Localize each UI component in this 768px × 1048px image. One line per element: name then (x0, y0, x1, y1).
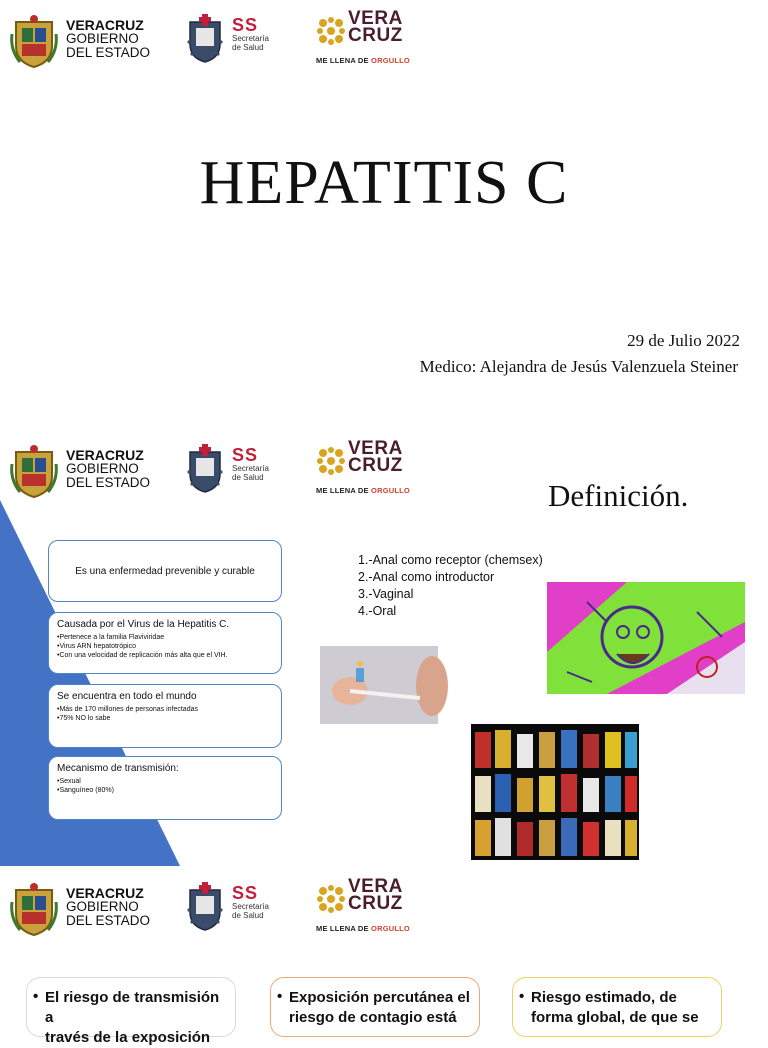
route-item: 1.-Anal como receptor (chemsex) (358, 553, 543, 567)
gob-line-2: GOBIERNO (66, 31, 139, 46)
gob-line-1: VERACRUZ (66, 447, 144, 463)
salud-abbr: SS (232, 15, 259, 35)
vera-cruz-flower-icon (316, 446, 346, 476)
salud-abbr: SS (232, 445, 259, 465)
bubble-line: riesgo de contagio está (289, 1009, 457, 1026)
definition-box-1 (48, 540, 282, 602)
salud-sub-1: Secretaría (232, 464, 269, 473)
vera-tag-prefix: ME LLENA DE (316, 486, 372, 495)
presentation-date: 29 de Julio 2022 (627, 331, 740, 350)
bubble-line: • Riesgo estimado, de (531, 989, 677, 1006)
vera-line-1: VERA (348, 8, 403, 29)
salud-sub-2: de Salud (232, 43, 264, 52)
list-item: • 75% NO lo sabe (57, 714, 273, 723)
vera-tag-highlight: ORGULLO (371, 56, 410, 65)
bubble-line: forma global, de que se (531, 1009, 699, 1026)
veracruz-gobierno-logo (10, 878, 170, 938)
secretaria-salud-logo (186, 440, 286, 500)
salud-shield-icon (186, 442, 224, 494)
secretaria-salud-logo (186, 878, 286, 938)
box3-list (57, 705, 273, 723)
slide-definition (0, 430, 768, 866)
list-item: • Sexual (57, 777, 273, 786)
vera-cruz-logo (316, 440, 426, 500)
vera-tag-highlight: ORGULLO (371, 486, 410, 495)
box2-list (57, 633, 273, 660)
route-item: 2.-Anal como introductor (358, 570, 495, 584)
vera-cruz-flower-icon (316, 884, 346, 914)
vera-tagline (316, 486, 410, 495)
bubble-line: través de la exposición (45, 1029, 211, 1046)
vera-line-2: CRUZ (348, 25, 403, 46)
box3-heading: Se encuentra en todo el mundo (57, 691, 197, 702)
salud-shield-icon (186, 880, 224, 932)
drug-inhalation-photo (320, 646, 438, 724)
definition-box-2 (48, 612, 282, 674)
logo-bar (10, 10, 430, 70)
secretaria-salud-logo (186, 10, 286, 70)
box4-list (57, 777, 273, 795)
gob-line-3: DEL ESTADO (66, 913, 151, 928)
gob-line-1: VERACRUZ (66, 17, 144, 33)
gob-line-2: GOBIERNO (66, 461, 139, 476)
veracruz-shield-icon (10, 882, 58, 936)
route-item: 3.-Vaginal (358, 587, 414, 601)
gob-line-2: GOBIERNO (66, 899, 139, 914)
salud-sub-2: de Salud (232, 911, 264, 920)
bubble-line: • Exposición percutánea el (289, 989, 470, 1006)
vera-line-2: CRUZ (348, 893, 403, 914)
list-item: • Más de 170 millones de personas infectadas (57, 705, 273, 714)
gob-line-3: DEL ESTADO (66, 475, 151, 490)
box4-heading: Mecanismo de transmisión: (57, 763, 179, 774)
vera-cruz-logo (316, 10, 426, 70)
logo-bar (10, 440, 430, 500)
salud-sub-1: Secretaría (232, 34, 269, 43)
definition-title: Definición. (548, 478, 689, 513)
vera-tagline (316, 924, 410, 933)
vera-tag-highlight: ORGULLO (371, 924, 410, 933)
definition-box-4 (48, 756, 282, 820)
poppers-bottles-photo (471, 724, 639, 860)
box1-text: Es una enfermedad prevenible y curable (75, 565, 255, 577)
slide-transmission-risk (0, 870, 768, 1046)
vera-tagline (316, 56, 410, 65)
veracruz-gobierno-logo (10, 440, 170, 500)
logo-bar (10, 878, 430, 938)
bubble-line: • El riesgo de transmisión a (45, 989, 220, 1026)
gob-line-1: VERACRUZ (66, 885, 144, 901)
route-item: 4.-Oral (358, 604, 397, 618)
vera-line-1: VERA (348, 438, 403, 459)
veracruz-shield-icon (10, 14, 58, 68)
salud-sub-1: Secretaría (232, 902, 269, 911)
presenter-name: Medico: Alejandra de Jesús Valenzuela Steiner (419, 357, 738, 376)
vera-tag-prefix: ME LLENA DE (316, 56, 372, 65)
risk-bubble-1 (26, 977, 236, 1046)
veracruz-shield-icon (10, 444, 58, 498)
vera-cruz-flower-icon (316, 16, 346, 46)
definition-box-3 (48, 684, 282, 748)
vera-cruz-logo (316, 878, 426, 938)
salud-abbr: SS (232, 883, 259, 903)
chemsex-illustration-image (547, 582, 745, 694)
list-item: • Con una velocidad de replicación más alta que el VIH. (57, 651, 273, 660)
vera-line-2: CRUZ (348, 455, 403, 476)
gob-line-3: DEL ESTADO (66, 45, 151, 60)
slide-title-heading: HEPATITIS C (199, 149, 569, 217)
risk-bubble-3 (512, 977, 722, 1037)
vera-line-1: VERA (348, 876, 403, 897)
list-item: • Virus ARN hepatotrópico (57, 642, 273, 651)
list-item: • Sanguíneo (80%) (57, 786, 273, 795)
list-item: • Pertenece a la familia Flaviviridae (57, 633, 273, 642)
risk-bubble-2 (270, 977, 480, 1037)
salud-shield-icon (186, 12, 224, 64)
veracruz-gobierno-logo (10, 10, 170, 70)
slide-title (0, 0, 768, 420)
transmission-routes-list (358, 552, 543, 620)
vera-tag-prefix: ME LLENA DE (316, 924, 372, 933)
box2-heading: Causada por el Virus de la Hepatitis C. (57, 619, 230, 630)
salud-sub-2: de Salud (232, 473, 264, 482)
